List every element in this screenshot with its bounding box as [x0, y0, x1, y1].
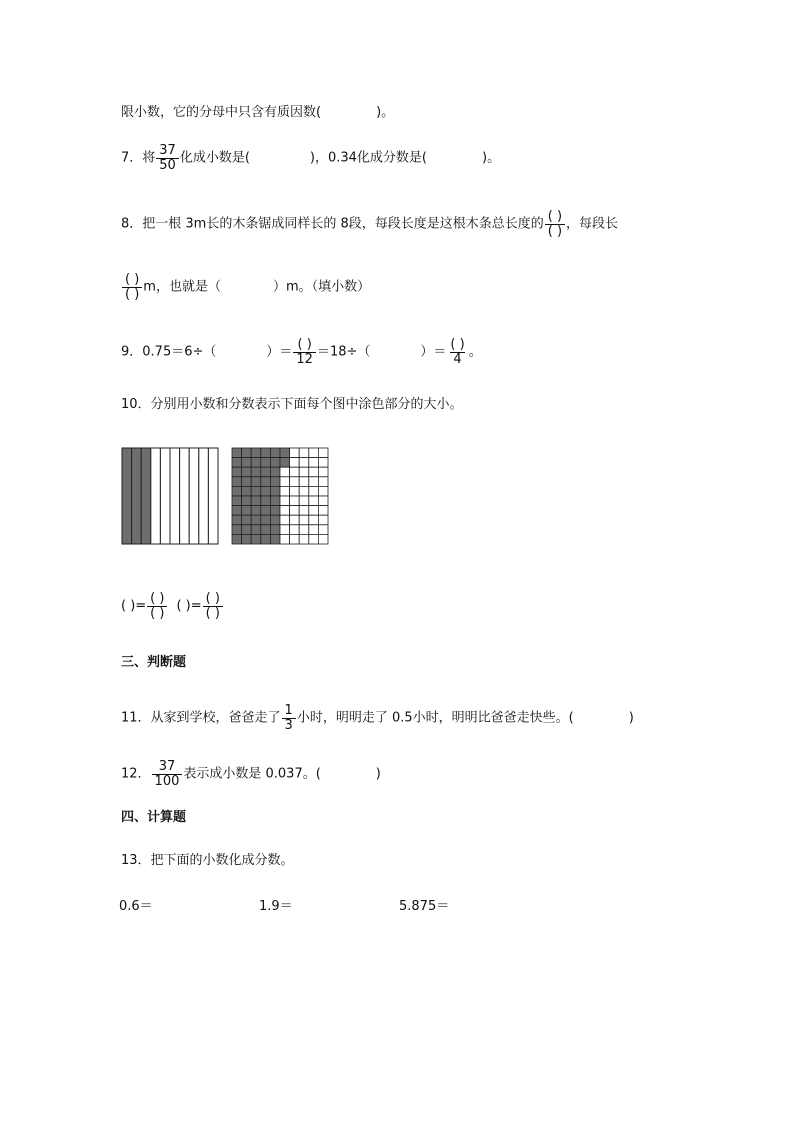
figure-2-square — [309, 448, 319, 458]
figure-2-square — [318, 486, 328, 496]
figure-2-square — [251, 458, 261, 468]
question-8-line-2 — [121, 273, 370, 301]
figure-2-square — [270, 448, 280, 458]
figure-1-column — [132, 448, 142, 544]
figure-2-square — [290, 515, 300, 525]
q7-prefix: 7．将 — [121, 150, 156, 166]
figure-2-square — [290, 458, 300, 468]
figure-2-square — [251, 534, 261, 544]
figure-1-column — [151, 448, 161, 544]
figure-2-square — [290, 525, 300, 535]
q8-frac-den: ( ) — [545, 224, 565, 239]
figure-2-square — [251, 467, 261, 477]
question-10 — [121, 397, 463, 413]
section-4-title: 四、计算题 — [121, 810, 187, 825]
figure-2-square — [318, 467, 328, 477]
figure-2-square — [318, 506, 328, 516]
figure-2-square — [232, 486, 242, 496]
q10-a1-den: ( ) — [147, 606, 167, 621]
section-3-title: 三、判断题 — [121, 655, 187, 670]
figure-2-square — [280, 458, 290, 468]
figure-2-square — [242, 467, 252, 477]
q10-a2-num: ( ) — [205, 591, 220, 606]
question-7 — [121, 144, 500, 172]
figure-2-square — [299, 506, 309, 516]
q9-fraction-1 — [293, 338, 316, 366]
figure-2-square — [309, 515, 319, 525]
figure-2-square — [280, 477, 290, 487]
figure-2-square — [309, 496, 319, 506]
figure-2-square — [309, 506, 319, 516]
figure-2-square — [299, 515, 309, 525]
q7-mid: 化成小数是( — [179, 150, 250, 166]
q8-line2-fraction — [122, 273, 142, 301]
q7-fraction — [156, 144, 179, 172]
figure-2-square — [318, 496, 328, 506]
question-11 — [121, 704, 634, 732]
figure-2-square — [290, 448, 300, 458]
q9-prefix: 9．0.75＝6÷（ — [121, 344, 217, 360]
q7-mid2: )，0.34化成分数是( — [309, 150, 427, 166]
figure-2-square — [251, 486, 261, 496]
figure-1-column — [170, 448, 180, 544]
figure-2-square — [232, 458, 242, 468]
figure-2-square — [242, 525, 252, 535]
q12-end: ) — [375, 766, 381, 782]
figure-2-square — [261, 515, 271, 525]
figure-2-square — [232, 477, 242, 487]
q9-p3: ＝18÷（ — [316, 344, 371, 360]
figure-2-square — [299, 486, 309, 496]
figure-2-square — [309, 486, 319, 496]
figure-2-square — [299, 448, 309, 458]
figure-2-square — [261, 496, 271, 506]
question-12 — [121, 760, 381, 788]
q13-item-2: 1.9＝ — [259, 899, 293, 914]
figure-2-square — [270, 467, 280, 477]
q8-text: 8．把一根 3m长的木条锯成同样长的 8段，每段长度是这根木条总长度的 — [121, 216, 544, 232]
q10-a2-den: ( ) — [203, 606, 223, 621]
figure-2-square — [309, 458, 319, 468]
figure-2-square — [242, 486, 252, 496]
q8-line2-text: m，也就是（ — [143, 279, 221, 295]
q9-f2-den: 4 — [450, 352, 464, 367]
q8-fraction — [545, 210, 565, 238]
figure-2-square — [232, 515, 242, 525]
q7-frac-num: 37 — [159, 143, 176, 158]
figure-2-square — [290, 506, 300, 516]
figure-2-square — [309, 534, 319, 544]
q9-f2-num: ( ) — [450, 337, 465, 352]
figure-2-square — [299, 458, 309, 468]
figure-1-column — [141, 448, 151, 544]
figure-2-square — [299, 525, 309, 535]
figure-1-column-diagram — [121, 447, 219, 545]
q9-p4: ）＝ — [420, 344, 447, 360]
figure-2-square — [242, 534, 252, 544]
q8-line1-end: ，每段长 — [566, 216, 619, 232]
figure-2-square — [242, 477, 252, 487]
figure-2-square — [232, 525, 242, 535]
figure-2-square — [299, 467, 309, 477]
figure-2-square — [280, 506, 290, 516]
question-10-answers — [121, 592, 224, 620]
figure-2-square — [242, 496, 252, 506]
figure-2-square — [280, 486, 290, 496]
q12-text: 表示成小数是 0.037。( — [183, 766, 321, 782]
figure-2-square — [318, 534, 328, 544]
figure-2-square — [270, 506, 280, 516]
q10-answer-2-fraction — [203, 592, 223, 620]
figure-2-square — [318, 477, 328, 487]
q8-line2-frac-num: ( ) — [125, 272, 140, 287]
q13-item-1: 0.6＝ — [119, 899, 153, 914]
figure-2-square — [270, 534, 280, 544]
figure-2-square — [290, 477, 300, 487]
q13-text: 13．把下面的小数化成分数。 — [121, 853, 294, 868]
figure-2-square — [309, 525, 319, 535]
figure-1-column — [208, 448, 218, 544]
figure-2-square — [261, 506, 271, 516]
q8-line2-frac-den: ( ) — [122, 287, 142, 302]
question-9 — [121, 338, 482, 366]
q9-end: 。 — [468, 344, 482, 360]
figure-2-square — [261, 534, 271, 544]
figure-2-square — [270, 458, 280, 468]
figure-2-square — [242, 448, 252, 458]
figure-1-column — [180, 448, 190, 544]
figure-2-square — [318, 448, 328, 458]
figure-2-square — [290, 496, 300, 506]
figure-2-square — [261, 448, 271, 458]
figure-1-column — [122, 448, 132, 544]
figure-2-square — [290, 467, 300, 477]
q10-a1-num: ( ) — [150, 591, 165, 606]
q11-fraction — [282, 704, 296, 732]
figure-2-square — [251, 506, 261, 516]
figure-2-square — [251, 496, 261, 506]
q10-answer-1-fraction — [147, 592, 167, 620]
figure-2-square — [280, 448, 290, 458]
q6-text: 限小数，它的分母中只含有质因数( — [121, 105, 322, 120]
q7-frac-den: 50 — [156, 158, 179, 173]
figure-2-square — [270, 525, 280, 535]
figure-2-square — [270, 477, 280, 487]
figure-2-square — [242, 458, 252, 468]
figure-2-square — [251, 448, 261, 458]
q12-prefix: 12． — [121, 766, 151, 782]
figure-2-square — [261, 477, 271, 487]
figure-2-square — [299, 496, 309, 506]
figure-2-square — [309, 477, 319, 487]
figure-2-square — [232, 506, 242, 516]
q13-item-3: 5.875＝ — [399, 899, 450, 914]
figure-2-square — [290, 486, 300, 496]
q11-frac-den: 3 — [282, 718, 296, 733]
figure-2-square — [280, 496, 290, 506]
figure-2-square — [261, 458, 271, 468]
figure-2-square — [251, 515, 261, 525]
figure-2-square — [280, 515, 290, 525]
figure-2-square — [261, 467, 271, 477]
question-6-continuation — [121, 105, 394, 121]
q12-fraction — [152, 760, 183, 788]
question-13 — [121, 853, 294, 869]
q10-answer-2: ( )= — [176, 598, 202, 614]
figure-1-column — [189, 448, 199, 544]
figure-2-square — [242, 506, 252, 516]
q9-p2: ）＝ — [266, 344, 293, 360]
q9-f1-num: ( ) — [297, 337, 312, 352]
figure-2-square — [232, 467, 242, 477]
figure-2-square — [270, 515, 280, 525]
figure-2-square — [280, 534, 290, 544]
figure-2-square — [299, 534, 309, 544]
q9-f1-den: 12 — [293, 352, 316, 367]
figure-2-square — [290, 534, 300, 544]
figure-2-square — [261, 525, 271, 535]
figure-2-square — [232, 496, 242, 506]
figure-2-square — [309, 467, 319, 477]
figure-2-square — [251, 477, 261, 487]
figure-2-square — [232, 448, 242, 458]
figure-1-column — [160, 448, 170, 544]
figure-2-square — [270, 496, 280, 506]
question-8 — [121, 210, 618, 238]
q7-end: )。 — [482, 150, 501, 166]
figure-2-square — [318, 458, 328, 468]
q11-frac-num: 1 — [284, 703, 293, 718]
q10-answer-1: ( )= — [121, 598, 147, 614]
figure-2-square — [318, 515, 328, 525]
figure-2-square — [242, 515, 252, 525]
figure-2-square — [299, 477, 309, 487]
figure-1-column — [199, 448, 209, 544]
q9-fraction-2 — [447, 338, 467, 366]
figure-2-square — [280, 467, 290, 477]
figure-2-square — [280, 525, 290, 535]
q11-text: 小时，明明走了 0.5小时，明明比爸爸走快些。( — [296, 710, 574, 726]
figure-2-square — [261, 486, 271, 496]
q11-prefix: 11．从家到学校，爸爸走了 — [121, 710, 281, 726]
q10-text: 10．分别用小数和分数表示下面每个图中涂色部分的大小。 — [121, 397, 463, 412]
q8-line2-end: ）m。（填小数） — [272, 279, 371, 295]
figure-2-square — [270, 486, 280, 496]
q11-end: ) — [628, 710, 634, 726]
figure-2-square — [251, 525, 261, 535]
q8-frac-num: ( ) — [547, 209, 563, 224]
q12-frac-num: 37 — [158, 759, 176, 774]
q6-close: )。 — [376, 105, 395, 120]
figure-2-hundred-grid — [231, 447, 329, 545]
figure-2-square — [232, 534, 242, 544]
figure-2-square — [318, 525, 328, 535]
q12-frac-den: 100 — [152, 774, 183, 789]
